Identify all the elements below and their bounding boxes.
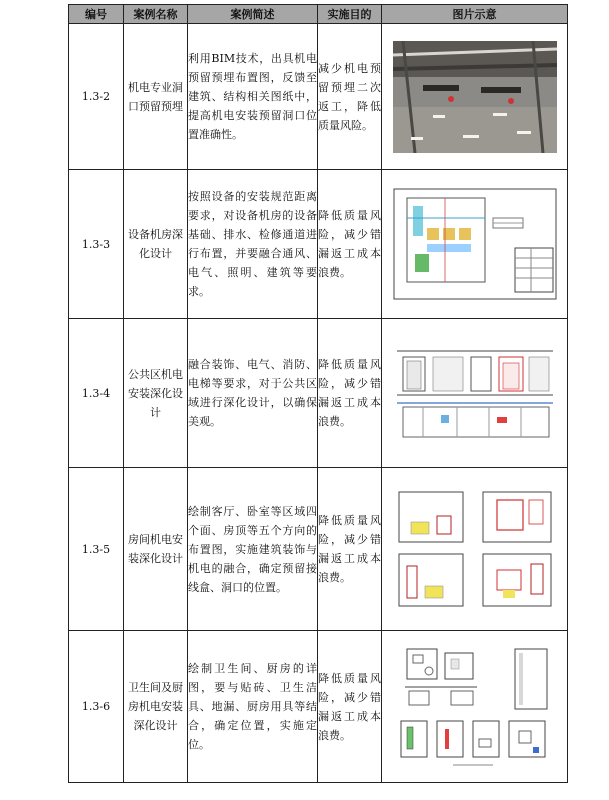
case-id: 1.3-4 bbox=[69, 319, 124, 468]
header-id: 编号 bbox=[69, 5, 124, 24]
table-header-row bbox=[69, 5, 568, 24]
case-id: 1.3-6 bbox=[69, 631, 124, 783]
case-name: 设备机房深化设计 bbox=[124, 170, 188, 319]
header-description: 案例简述 bbox=[188, 5, 318, 24]
case-description: 绘制客厅、卧室等区域四个面、房顶等五个方向的布置图，实施建筑装饰与机电的融合，确定预留接线盒、洞口的位置。 bbox=[188, 468, 318, 631]
bathroom-kitchen-detail-image bbox=[393, 643, 557, 771]
table-row bbox=[69, 319, 568, 468]
room-elevation-image bbox=[393, 486, 557, 612]
case-purpose: 降低质量风险，减少错漏返工成本浪费。 bbox=[318, 631, 382, 783]
ceiling-photo-image bbox=[393, 41, 557, 153]
table-row bbox=[69, 468, 568, 631]
table-row bbox=[69, 170, 568, 319]
case-id: 1.3-2 bbox=[69, 24, 124, 170]
header-purpose: 实施目的 bbox=[318, 5, 382, 24]
header-name: 案例名称 bbox=[124, 5, 188, 24]
header-image: 图片示意 bbox=[382, 5, 568, 24]
public-area-elevation-image bbox=[393, 337, 557, 449]
case-table bbox=[68, 4, 568, 783]
case-name: 房间机电安装深化设计 bbox=[124, 468, 188, 631]
case-purpose: 降低质量风险，减少错漏返工成本浪费。 bbox=[318, 170, 382, 319]
case-name: 卫生间及厨房机电安装深化设计 bbox=[124, 631, 188, 783]
case-id: 1.3-3 bbox=[69, 170, 124, 319]
case-description: 利用BIM技术，出具机电预留预埋布置图，反馈至建筑、结构相关图纸中，提高机电安装预留洞口位置准确性。 bbox=[188, 24, 318, 170]
case-id: 1.3-5 bbox=[69, 468, 124, 631]
case-description: 融合装饰、电气、消防、电梯等要求，对于公共区域进行深化设计，以确保美观。 bbox=[188, 319, 318, 468]
case-description: 绘制卫生间、厨房的详图，要与贴砖、卫生洁具、地漏、厨房用具等结合，确定位置，实施定位。 bbox=[188, 631, 318, 783]
case-purpose: 减少机电预留预埋二次返工，降低质量风险。 bbox=[318, 24, 382, 170]
case-purpose: 降低质量风险，减少错漏返工成本浪费。 bbox=[318, 468, 382, 631]
table-row bbox=[69, 631, 568, 783]
case-name: 公共区机电安装深化设计 bbox=[124, 319, 188, 468]
table-row bbox=[69, 24, 568, 170]
case-purpose: 降低质量风险，减少错漏返工成本浪费。 bbox=[318, 319, 382, 468]
equipment-room-plan-image bbox=[393, 188, 557, 300]
case-description: 按照设备的安装规范距离要求，对设备机房的设备基础、排水、检修通道进行布置，并要融合通风、电气、照明、建筑等要求。 bbox=[188, 170, 318, 319]
case-name: 机电专业洞口预留预埋 bbox=[124, 24, 188, 170]
